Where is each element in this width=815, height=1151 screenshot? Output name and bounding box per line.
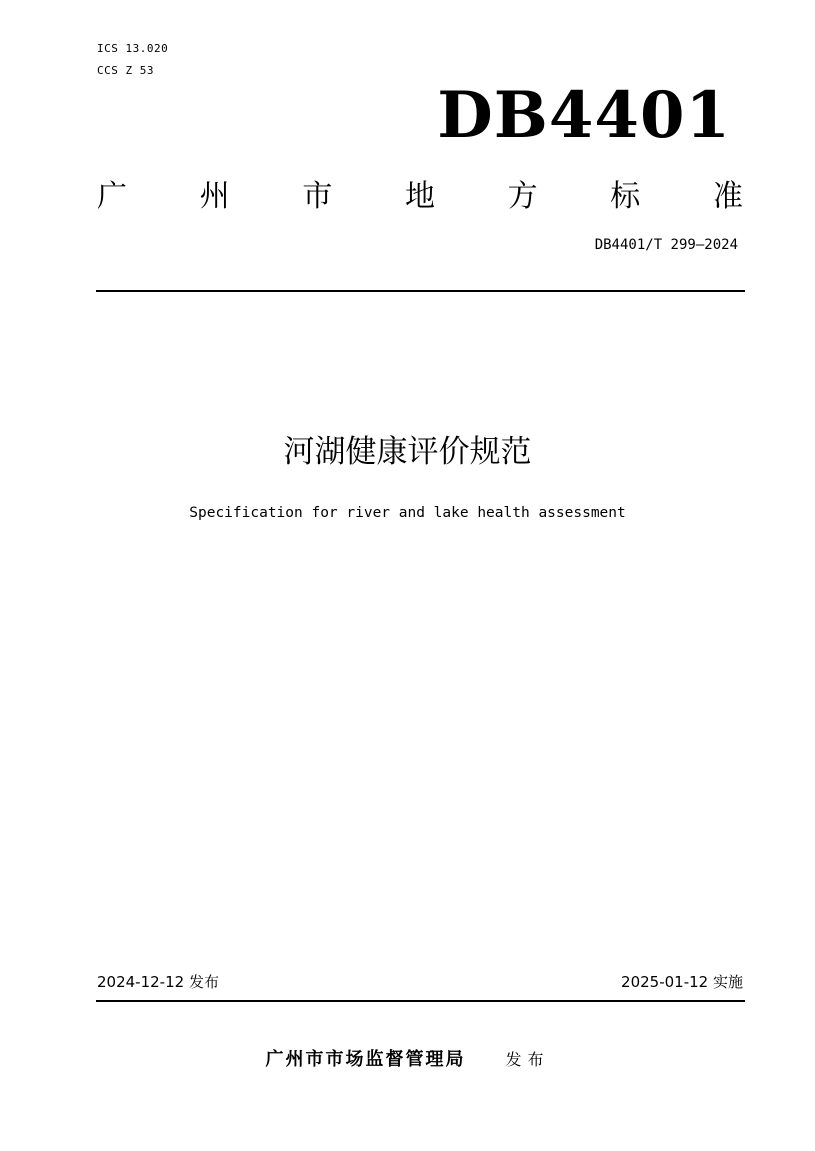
standard-type-char: 州 — [199, 179, 230, 214]
footer-divider — [96, 1000, 745, 1002]
issue-date: 2024-12-12 发布 — [97, 973, 219, 991]
effective-date: 2025-01-12 实施 — [621, 973, 743, 991]
publisher-name: 广州市市场监督管理局 — [265, 1049, 466, 1070]
standard-type-char: 标 — [610, 179, 641, 214]
standard-type-char: 市 — [302, 179, 333, 214]
publisher-line — [0, 1047, 815, 1073]
document-title-cn: 河湖健康评价规范 — [283, 434, 532, 470]
standard-type-char: 地 — [404, 179, 435, 214]
standard-number: DB4401/T 299—2024 — [594, 237, 738, 253]
document-title-en: Specification for river and lake health assessment — [189, 505, 626, 521]
ccs-code: CCS Z 53 — [97, 64, 154, 77]
ics-code: ICS 13.020 — [97, 42, 169, 55]
db-mark: DB4401 — [437, 78, 731, 153]
publish-label: 发布 — [505, 1050, 550, 1069]
standard-type-char: 广 — [97, 179, 127, 214]
standard-type-char: 准 — [712, 179, 743, 214]
header-divider — [96, 290, 745, 292]
standard-type — [97, 176, 743, 218]
standard-type-char: 方 — [507, 179, 538, 214]
